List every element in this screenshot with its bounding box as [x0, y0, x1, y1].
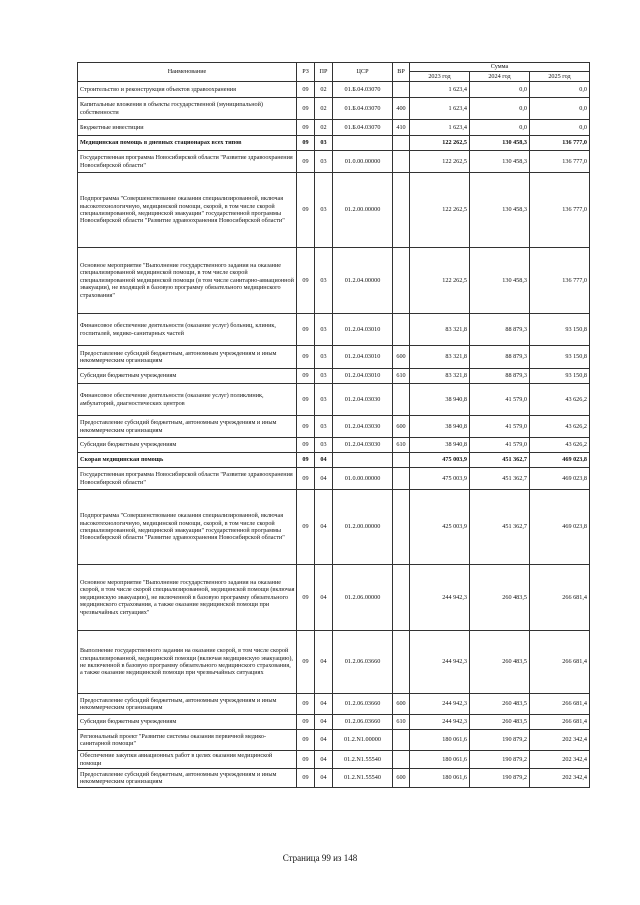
row-name: Субсидии бюджетным учреждениям: [78, 438, 297, 453]
row-value-2023: 38 940,8: [410, 384, 470, 416]
row-value-2024: 260 483,5: [470, 694, 530, 715]
row-value-2025: 266 681,4: [530, 631, 590, 694]
table-row: [78, 82, 590, 98]
row-value-2024: 0,0: [470, 82, 530, 98]
row-name: Капитальные вложения в объекты государственной (муниципальной) собственности: [78, 98, 297, 120]
row-value-2023: 425 003,9: [410, 490, 470, 565]
row-rz: 09: [297, 314, 315, 346]
row-vr: [393, 490, 410, 565]
row-csr: 01.2.06.00000: [333, 565, 393, 631]
row-pr: 04: [315, 453, 333, 468]
row-value-2024: 130 458,3: [470, 173, 530, 248]
row-name: Субсидии бюджетным учреждениям: [78, 715, 297, 730]
row-value-2025: 93 150,8: [530, 369, 590, 384]
header-year-2024: 2024 год: [470, 72, 530, 82]
row-value-2025: 469 023,8: [530, 468, 590, 490]
row-pr: 04: [315, 468, 333, 490]
header-year-2023: 2023 год: [410, 72, 470, 82]
row-value-2024: 190 879,2: [470, 751, 530, 769]
row-rz: 09: [297, 346, 315, 369]
header-csr: ЦСР: [333, 63, 393, 82]
row-value-2025: 202 342,4: [530, 751, 590, 769]
row-pr: 04: [315, 730, 333, 751]
row-rz: 09: [297, 136, 315, 151]
table-row: [78, 631, 590, 694]
row-value-2024: 88 879,3: [470, 369, 530, 384]
row-value-2023: 180 061,6: [410, 730, 470, 751]
row-csr: 01.2.04.03010: [333, 346, 393, 369]
row-vr: 600: [393, 416, 410, 438]
row-value-2025: 469 023,8: [530, 453, 590, 468]
row-value-2023: 1 623,4: [410, 120, 470, 136]
row-rz: 09: [297, 98, 315, 120]
row-value-2024: 88 879,3: [470, 346, 530, 369]
row-csr: 01.2.04.03010: [333, 314, 393, 346]
row-value-2023: 475 003,9: [410, 468, 470, 490]
row-vr: [393, 453, 410, 468]
row-name: Бюджетные инвестиции: [78, 120, 297, 136]
row-csr: 01.2.04.03030: [333, 416, 393, 438]
row-value-2024: 130 458,3: [470, 151, 530, 173]
row-value-2025: 0,0: [530, 82, 590, 98]
row-name: Предоставление субсидий бюджетным, автономным учреждениям и иным некоммерческим организациям: [78, 416, 297, 438]
row-name: Подпрограмма "Совершенствование оказания специализированной, включая высокотехнологичную, медицинской помощи, скорой, в том числе скорой специализированной, медицинской эвакуации" государственной программы Новосибирской области "Развитие здравоохранения Новосибирской области": [78, 490, 297, 565]
table-row: [78, 314, 590, 346]
row-value-2023: 83 321,8: [410, 369, 470, 384]
row-value-2024: 260 483,5: [470, 631, 530, 694]
row-pr: 03: [315, 136, 333, 151]
row-vr: 600: [393, 769, 410, 788]
row-vr: [393, 565, 410, 631]
row-value-2024: 41 579,0: [470, 438, 530, 453]
row-name: Основное мероприятие "Выполнение государственного задания на оказание специализированной медицинской помощи, в том числе скорой специализированной медицинской помощи (в том числе санитарно-авиационной эвакуации), не входящей в базовую программу обязательного медицинского страхования": [78, 248, 297, 314]
row-name: Субсидии бюджетным учреждениям: [78, 369, 297, 384]
row-value-2023: 83 321,8: [410, 346, 470, 369]
row-pr: 02: [315, 98, 333, 120]
row-value-2023: 1 623,4: [410, 82, 470, 98]
row-pr: 04: [315, 565, 333, 631]
table-row: [78, 248, 590, 314]
row-value-2023: 122 262,5: [410, 248, 470, 314]
row-rz: 09: [297, 438, 315, 453]
row-value-2024: 451 362,7: [470, 490, 530, 565]
header-year-2025: 2025 год: [530, 72, 590, 82]
row-vr: [393, 151, 410, 173]
row-pr: 04: [315, 694, 333, 715]
table-row: [78, 751, 590, 769]
row-value-2023: 1 623,4: [410, 98, 470, 120]
table-body: [78, 82, 590, 788]
row-name: Обеспечение закупки авиационных работ в целях оказания медицинской помощи: [78, 751, 297, 769]
row-value-2023: 244 942,3: [410, 715, 470, 730]
row-value-2025: 136 777,0: [530, 151, 590, 173]
row-rz: 09: [297, 173, 315, 248]
row-name: Основное мероприятие "Выполнение государственного задания на оказание скорой, в том числе скорой специализированной, медицинской помощи (включая медицинскую эвакуацию), не включенной в базовую программу обязательного медицинского страхования, а также оказание медицинской помощи при чрезвычайных ситуациях": [78, 565, 297, 631]
row-value-2023: 244 942,3: [410, 631, 470, 694]
row-csr: 01.2.N1.00000: [333, 730, 393, 751]
row-pr: 04: [315, 715, 333, 730]
page-footer: Страница 99 из 148: [282, 853, 358, 863]
row-value-2025: 43 626,2: [530, 416, 590, 438]
row-value-2023: 122 262,5: [410, 136, 470, 151]
row-value-2023: 38 940,8: [410, 438, 470, 453]
row-pr: 03: [315, 438, 333, 453]
row-csr: 01.2.04.03030: [333, 384, 393, 416]
row-value-2025: 202 342,4: [530, 769, 590, 788]
row-pr: 03: [315, 346, 333, 369]
row-value-2024: 130 458,3: [470, 136, 530, 151]
row-pr: 02: [315, 82, 333, 98]
header-vr: ВР: [393, 63, 410, 82]
header-rz: РЗ: [297, 63, 315, 82]
row-value-2025: 136 777,0: [530, 136, 590, 151]
row-vr: [393, 468, 410, 490]
row-value-2025: 136 777,0: [530, 248, 590, 314]
row-csr: 01.0.00.00000: [333, 151, 393, 173]
row-vr: [393, 173, 410, 248]
table-row: [78, 438, 590, 453]
row-vr: 610: [393, 715, 410, 730]
row-vr: [393, 82, 410, 98]
row-value-2025: 136 777,0: [530, 173, 590, 248]
row-csr: [333, 453, 393, 468]
table-row: [78, 120, 590, 136]
row-value-2023: 475 003,9: [410, 453, 470, 468]
row-value-2024: 451 362,7: [470, 453, 530, 468]
table-row: [78, 416, 590, 438]
row-value-2024: 130 458,3: [470, 248, 530, 314]
row-value-2023: 122 262,5: [410, 173, 470, 248]
row-rz: 09: [297, 715, 315, 730]
row-name: Региональный проект "Развитие системы оказания первичной медико-санитарной помощи": [78, 730, 297, 751]
row-csr: 01.2.06.03660: [333, 631, 393, 694]
row-name: Выполнение государственного задания на оказание скорой, в том числе скорой специализированной, медицинской помощи (включая медицинскую эвакуацию), не включенной в базовую программу обязательного медицинского страхования, а также оказание медицинской помощи при чрезвычайных ситуациях: [78, 631, 297, 694]
row-value-2024: 88 879,3: [470, 314, 530, 346]
row-rz: 09: [297, 151, 315, 173]
row-rz: 09: [297, 468, 315, 490]
row-value-2023: 38 940,8: [410, 416, 470, 438]
row-csr: 01.2.N1.55540: [333, 751, 393, 769]
row-value-2025: 469 023,8: [530, 490, 590, 565]
row-pr: 03: [315, 369, 333, 384]
row-rz: 09: [297, 453, 315, 468]
row-name: Государственная программа Новосибирской области "Развитие здравоохранения Новосибирской области": [78, 468, 297, 490]
row-value-2024: 190 879,2: [470, 730, 530, 751]
row-pr: 04: [315, 751, 333, 769]
row-vr: 600: [393, 694, 410, 715]
row-csr: 01.2.06.03660: [333, 715, 393, 730]
row-rz: 09: [297, 369, 315, 384]
row-name: Подпрограмма "Совершенствование оказания специализированной, включая высокотехнологичную, медицинской помощи, скорой, в том числе скорой специализированной, медицинской эвакуации" государственной программы Новосибирской области "Развитие здравоохранения Новосибирской области": [78, 173, 297, 248]
row-rz: 09: [297, 248, 315, 314]
row-csr: 01.Б.04.03070: [333, 98, 393, 120]
row-pr: 04: [315, 769, 333, 788]
header-name: Наименование: [78, 63, 297, 82]
row-value-2025: 43 626,2: [530, 438, 590, 453]
table-row: [78, 715, 590, 730]
row-csr: 01.2.04.03030: [333, 438, 393, 453]
row-csr: 01.2.04.00000: [333, 248, 393, 314]
row-vr: 610: [393, 438, 410, 453]
row-vr: [393, 730, 410, 751]
row-rz: 09: [297, 694, 315, 715]
table-row: [78, 346, 590, 369]
row-vr: [393, 314, 410, 346]
table-row: [78, 490, 590, 565]
row-pr: 03: [315, 248, 333, 314]
row-csr: 01.0.00.00000: [333, 468, 393, 490]
row-value-2023: 244 942,3: [410, 565, 470, 631]
header-pr: ПР: [315, 63, 333, 82]
row-name: Предоставление субсидий бюджетным, автономным учреждениям и иным некоммерческим организациям: [78, 694, 297, 715]
row-rz: 09: [297, 82, 315, 98]
row-value-2025: 93 150,8: [530, 314, 590, 346]
row-vr: [393, 751, 410, 769]
row-pr: 03: [315, 384, 333, 416]
row-value-2023: 180 061,6: [410, 751, 470, 769]
row-value-2025: 0,0: [530, 120, 590, 136]
row-vr: [393, 248, 410, 314]
row-vr: 410: [393, 120, 410, 136]
row-name: Предоставление субсидий бюджетным, автономным учреждениям и иным некоммерческим организациям: [78, 346, 297, 369]
row-csr: 01.2.00.00000: [333, 490, 393, 565]
row-value-2023: 244 942,3: [410, 694, 470, 715]
row-vr: [393, 631, 410, 694]
row-pr: 03: [315, 314, 333, 346]
row-value-2023: 83 321,8: [410, 314, 470, 346]
row-name: Финансовое обеспечение деятельности (оказание услуг) поликлиник, амбулаторий, диагностических центров: [78, 384, 297, 416]
row-rz: 09: [297, 416, 315, 438]
row-value-2024: 260 483,5: [470, 565, 530, 631]
row-value-2024: 41 579,0: [470, 416, 530, 438]
table-row: [78, 468, 590, 490]
row-value-2023: 180 061,6: [410, 769, 470, 788]
table-row: [78, 730, 590, 751]
row-pr: 03: [315, 173, 333, 248]
header-sum: Сумма: [410, 63, 590, 72]
row-rz: 09: [297, 751, 315, 769]
row-value-2025: 43 626,2: [530, 384, 590, 416]
row-vr: 600: [393, 346, 410, 369]
table-row: [78, 173, 590, 248]
row-rz: 09: [297, 120, 315, 136]
table-row: [78, 453, 590, 468]
row-value-2024: 41 579,0: [470, 384, 530, 416]
row-name: Государственная программа Новосибирской области "Развитие здравоохранения Новосибирской области": [78, 151, 297, 173]
row-value-2024: 0,0: [470, 120, 530, 136]
row-pr: 03: [315, 151, 333, 173]
table-row: [78, 565, 590, 631]
table-row: [78, 769, 590, 788]
table-row: [78, 98, 590, 120]
row-value-2025: 202 342,4: [530, 730, 590, 751]
row-csr: 01.2.N1.55540: [333, 769, 393, 788]
table-row: [78, 151, 590, 173]
row-value-2025: 93 150,8: [530, 346, 590, 369]
row-value-2024: 0,0: [470, 98, 530, 120]
row-csr: 01.Б.04.03070: [333, 120, 393, 136]
budget-table: [77, 62, 590, 788]
row-vr: 400: [393, 98, 410, 120]
row-csr: 01.Б.04.03070: [333, 82, 393, 98]
row-vr: [393, 136, 410, 151]
row-csr: [333, 136, 393, 151]
row-name: Предоставление субсидий бюджетным, автономным учреждениям и иным некоммерческим организациям: [78, 769, 297, 788]
row-pr: 04: [315, 631, 333, 694]
row-rz: 09: [297, 631, 315, 694]
row-value-2025: 266 681,4: [530, 715, 590, 730]
row-pr: 02: [315, 120, 333, 136]
row-rz: 09: [297, 384, 315, 416]
row-name: Медицинская помощь в дневных стационарах всех типов: [78, 136, 297, 151]
row-value-2024: 260 483,5: [470, 715, 530, 730]
row-value-2024: 451 362,7: [470, 468, 530, 490]
row-value-2023: 122 262,5: [410, 151, 470, 173]
row-value-2024: 190 879,2: [470, 769, 530, 788]
row-pr: 04: [315, 490, 333, 565]
table-row: [78, 369, 590, 384]
row-csr: 01.2.04.03010: [333, 369, 393, 384]
row-value-2025: 266 681,4: [530, 694, 590, 715]
row-name: Финансовое обеспечение деятельности (оказание услуг) больниц, клиник, госпиталей, медико-санитарных частей: [78, 314, 297, 346]
row-csr: 01.2.00.00000: [333, 173, 393, 248]
row-name: Строительство и реконструкция объектов здравоохранения: [78, 82, 297, 98]
row-rz: 09: [297, 769, 315, 788]
row-value-2025: 0,0: [530, 98, 590, 120]
row-pr: 03: [315, 416, 333, 438]
row-csr: 01.2.06.03660: [333, 694, 393, 715]
row-value-2025: 266 681,4: [530, 565, 590, 631]
row-name: Скорая медицинская помощь: [78, 453, 297, 468]
row-rz: 09: [297, 565, 315, 631]
row-rz: 09: [297, 730, 315, 751]
table-row: [78, 694, 590, 715]
table-row: [78, 384, 590, 416]
row-vr: [393, 384, 410, 416]
row-vr: 610: [393, 369, 410, 384]
row-rz: 09: [297, 490, 315, 565]
table-row: [78, 136, 590, 151]
